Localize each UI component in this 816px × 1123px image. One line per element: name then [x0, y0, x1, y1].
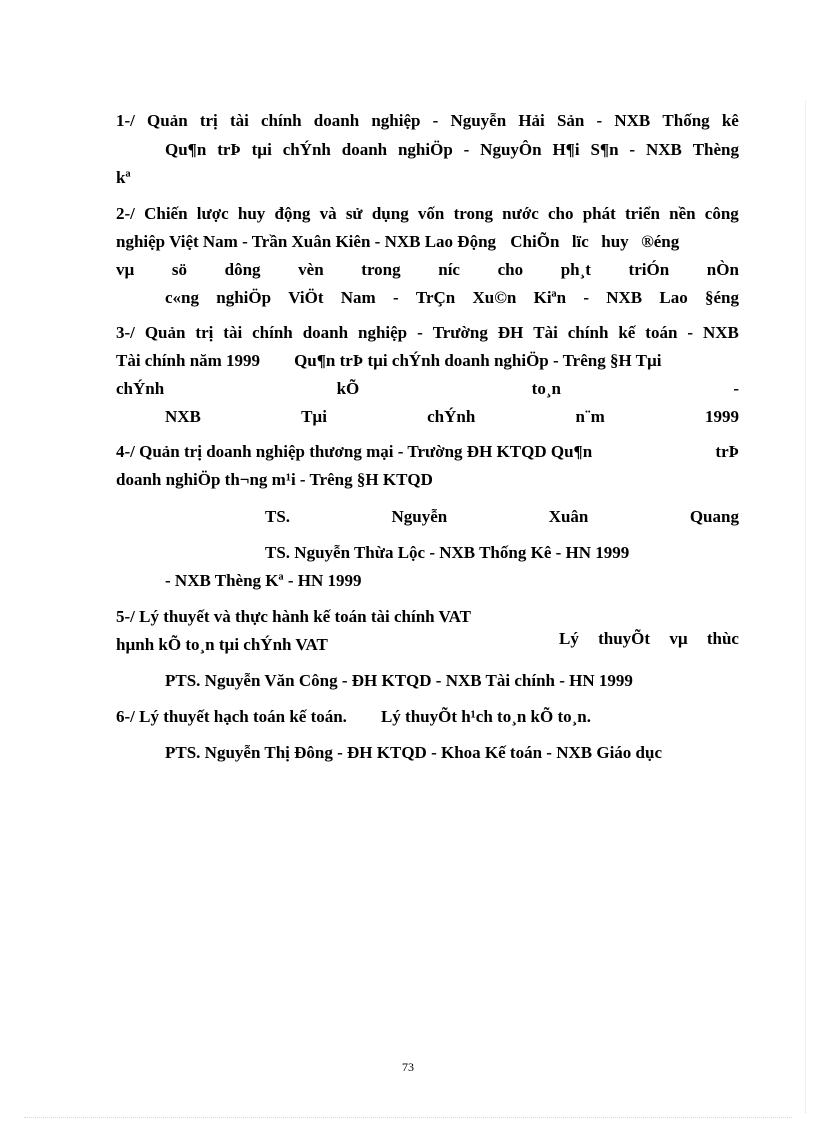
word: NXB [165, 407, 201, 426]
word: nghiệp [371, 111, 421, 130]
word: tµi [251, 140, 272, 159]
word: S¶n [590, 140, 619, 159]
word: ®éng [641, 232, 680, 251]
word: - [596, 111, 603, 130]
word: tài [229, 111, 249, 130]
word: Thống [662, 111, 710, 130]
word: n¨m [575, 407, 605, 426]
ref5-line2: hµnh kÕ to¸n tµi chÝnh VAT [116, 635, 328, 654]
word: vốn [417, 204, 445, 223]
word: trÞ [217, 140, 241, 159]
word: TS. [265, 507, 291, 526]
ref6-line1-text: 6-/ Lý thuyết hạch toán kế toán. [116, 707, 347, 726]
ref2-line3 [116, 259, 739, 281]
word: Chiến [144, 204, 188, 223]
word: chính [252, 323, 293, 342]
word: chính [567, 323, 609, 342]
ref3-line4 [165, 406, 739, 428]
word: công [704, 204, 739, 223]
word: chÝnh [427, 407, 476, 426]
word: trị [195, 323, 214, 342]
word: trong [361, 260, 401, 279]
word: thùc [706, 629, 739, 648]
page-right-divider [805, 100, 806, 1113]
word: dông [224, 260, 261, 279]
ref3-line2 [116, 350, 739, 372]
word: sö [171, 260, 188, 279]
word: cho [547, 204, 574, 223]
word: triển [624, 204, 660, 223]
word: Tài [533, 323, 558, 342]
word: doanh [341, 140, 388, 159]
ref4-line1 [116, 441, 739, 463]
word: nghiệp [358, 323, 408, 342]
word: nÒn [706, 260, 739, 279]
word: NguyÔn [480, 140, 542, 159]
word: lïc [571, 232, 589, 251]
word: 1999 [704, 407, 739, 426]
word: trị [199, 111, 218, 130]
word: vµ [116, 260, 135, 279]
word: c«ng [165, 288, 199, 307]
word: triÓn [628, 260, 670, 279]
word: Nguyễn [391, 507, 448, 526]
ref5-line3: PTS. Nguyễn Văn Công - ĐH KTQD - NXB Tài chính - HN 1999 [165, 671, 633, 690]
word: toán [645, 323, 678, 342]
word: - [629, 140, 636, 159]
word: phát [582, 204, 616, 223]
word: Qu¶n [165, 140, 207, 159]
word: 2-/ [116, 204, 135, 223]
ref2-line4 [165, 287, 739, 309]
word: NXB [702, 323, 739, 342]
ref3-line3 [116, 378, 739, 400]
ref6-line1-tail: Lý thuyÕt h¹ch to¸n kÕ to¸n. [380, 707, 592, 726]
ref1-line2 [165, 139, 739, 161]
word: NXB [614, 111, 651, 130]
word: 3-/ [116, 323, 135, 342]
page-number: 73 [402, 1060, 414, 1074]
word: §éng [704, 288, 739, 307]
ref4-line2: doanh nghiÖp th¬ng m¹i - Trêng §H KTQD [116, 470, 433, 489]
ref2-line2 [116, 231, 739, 253]
ref4-line1-tail: trÞ [715, 442, 739, 461]
word: - [432, 111, 439, 130]
word: lược [196, 204, 229, 223]
ref5-line1-text: 5-/ Lý thuyết và thực hành kế toán tài chính VAT [116, 607, 471, 626]
word: nghiÖp [397, 140, 453, 159]
word: tài [223, 323, 243, 342]
word: Lao [659, 288, 688, 307]
word: - [392, 288, 399, 307]
ref4-line1-text: 4-/ Quản trị doanh nghiệp thương mại - Trường ĐH KTQD Qu¶n [116, 442, 593, 461]
word: chính [260, 111, 302, 130]
word: - [417, 323, 423, 342]
word: thuyÕt [598, 629, 651, 648]
word: Lý [559, 629, 579, 648]
word: trong [453, 204, 493, 223]
word: Sản [556, 111, 585, 130]
word: ChiÕn [510, 232, 560, 251]
word: Kiªn [533, 288, 567, 307]
word: Hải [518, 111, 545, 130]
ref1-line1 [116, 110, 739, 132]
word: 1-/ [116, 111, 135, 130]
word: ViÖt [288, 288, 324, 307]
word: chÝnh [282, 140, 331, 159]
ref1-line3: kª [116, 168, 131, 187]
word: Quang [689, 507, 739, 526]
word: nghiÖp [216, 288, 272, 307]
word: Thèng [692, 140, 739, 159]
ref3-line1 [116, 322, 739, 344]
word: nước [502, 204, 539, 223]
word: Quản [147, 111, 188, 130]
ref2-line1 [116, 203, 739, 225]
word: NXB [606, 288, 643, 307]
word: kế [618, 323, 636, 342]
word: Nguyễn [450, 111, 507, 130]
word: Xu©n [472, 288, 517, 307]
word: Quản [144, 323, 186, 342]
word: kê [721, 111, 739, 130]
ref3-line2-text: Tài chính năm 1999 [116, 351, 261, 370]
page-bottom-divider [24, 1117, 792, 1118]
word: dụng [371, 204, 409, 223]
ref4-line4: TS. Nguyễn Thừa Lộc - NXB Thống Kê - HN 1999 [265, 543, 630, 562]
word: - [463, 140, 470, 159]
word: cho [497, 260, 524, 279]
word: ph¸t [560, 260, 591, 279]
word: - [583, 288, 589, 307]
word: huy [601, 232, 629, 251]
word: - [687, 323, 694, 342]
word: TrÇn [415, 288, 456, 307]
ref4-line5: - NXB Thèng Kª - HN 1999 [165, 571, 362, 590]
ref6-line2: PTS. Nguyễn Thị Đông - ĐH KTQD - Khoa Kế toán - NXB Giáo dục [165, 743, 663, 762]
word: ĐH [497, 323, 524, 342]
word: - [733, 379, 739, 398]
word: kÕ [336, 379, 360, 398]
word: huy [237, 204, 266, 223]
word: Trường [432, 323, 488, 342]
word: Xuân [548, 507, 589, 526]
word: và [319, 204, 337, 223]
word: H¶i [552, 140, 580, 159]
word: Nam [340, 288, 376, 307]
word: vèn [298, 260, 324, 279]
word: nền [669, 204, 696, 223]
word: níc [438, 260, 460, 279]
word: doanh [302, 323, 349, 342]
word: động [274, 204, 311, 223]
ref2-line2-text: nghiệp Việt Nam - Trần Xuân Kiên - NXB Lao Động [116, 232, 497, 251]
ref4-line3 [265, 506, 739, 528]
ref2-line2-tail [510, 231, 679, 253]
word: doanh [313, 111, 360, 130]
word: to¸n [531, 379, 561, 398]
word: sử [345, 204, 363, 223]
ref3-line2-tail: Qu¶n trÞ tµi chÝnh doanh nghiÖp - Trêng §H Tµi [294, 351, 662, 370]
word: vµ [669, 629, 688, 648]
ref6-line1 [116, 706, 739, 728]
word: Tµi [301, 407, 327, 426]
word: NXB [645, 140, 682, 159]
word: chÝnh [116, 379, 165, 398]
